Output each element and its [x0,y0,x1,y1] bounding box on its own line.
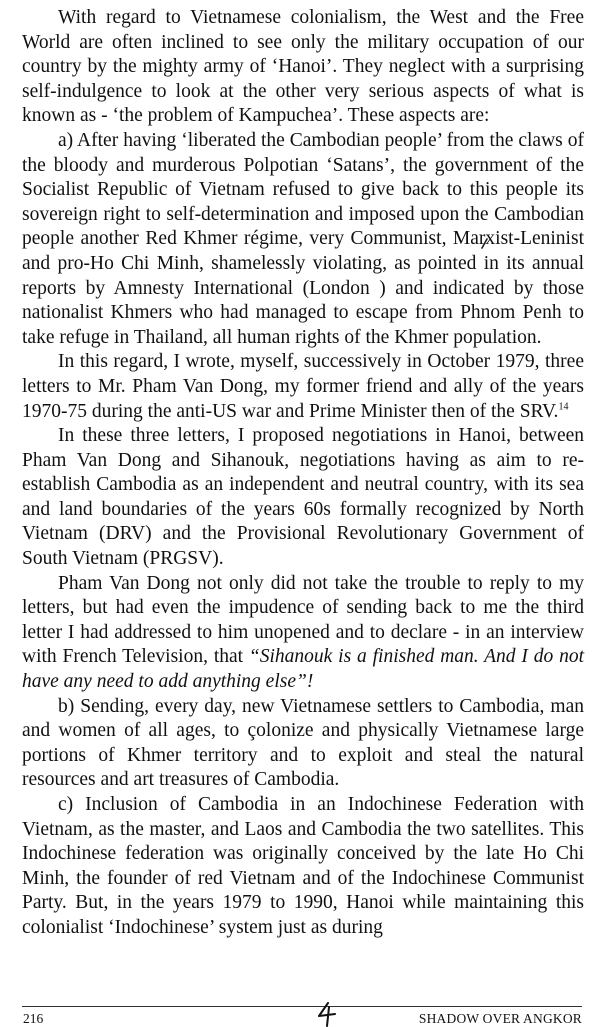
running-title: SHADOW OVER ANGKOR [418,1011,582,1026]
paragraph-negotiations: In these three letters, I proposed negotiations in Hanoi, between Pham Van Dong and Sihanouk, negotiations having as aim to re-establish Cambodia as an independent and neutral country, with its sea and land boundaries of the years 60s formally recognized by North Vietnam (DRV) and the Provisional Revolutionary Government of South Vietnam (PRGSV). [22,425,584,570]
paragraph-point-b: b) Sending, every day, new Vietnamese settlers to Cambodia, man and women of all ages, to çolonize and physically Vietnamese large portions of Khmer territory and to exploit and steal the natural resources and art treasures of Cambodia. [22,695,584,791]
paragraph-letters [22,350,584,424]
handwritten-accent-mark [478,238,490,254]
paragraph-western-view: With regard to Vietnamese colonialism, the West and the Free World are often inclined to see only the military occupation of our country by the mighty army of ‘Hanoi’. They neglect with a surprising self-indulgence to look at the other very serious aspects of what is known as - ‘the problem of Kampuchea’. These aspects are: [22,7,584,127]
handwritten-4-mark [314,1001,338,1027]
quote-finished-man: “Sihanouk is a finished man. And I do not have any need to add anything else”! [22,646,584,693]
paragraph-point-a: a) After having ‘liberated the Cambodian people’ from the claws of the bloody and murderous Polpotian ‘Satans’, the government of the Socialist Republic of Vietnam refused to give back to this people its sovereign right to self-determination and imposed upon the Cambodian people another Red Khmer régime, very Communist, Marxist-Leninist and pro-Ho Chi Minh, shamelessly violating, as pointed in its annual reports by Amnesty International (London ) and indicated by those nationalist Khmers who had managed to escape from Phnom Penh to take refuge in Thailand, all human rights of the Khmer population. [22,129,584,348]
paragraph-letters-text: In this regard, I wrote, myself, successively in October 1979, three letters to Mr. Pham Van Dong, my former friend and ally of the years 1970-75 during the anti-US war and Prime Minister then of the SRV. [22,351,584,422]
paragraph-point-c: c) Inclusion of Cambodia in an Indochinese Federation with Vietnam, as the master, and Laos and Cambodia the two satellites. This Indochinese federation was originally conceived by the late Ho Chi Minh, the founder of red Vietnam and of the Indochinese Communist Party. But, in the years 1979 to 1990, Hanoi while maintaining this colonialist ‘Indochinese’ system just as during [22,794,584,938]
page-number: 216 [23,1011,44,1026]
body-text [22,6,584,941]
paragraph-reply-text: Pham Van Dong not only did not take the trouble to reply to my letters, but had even the impudence of sending back to me the third letter I had addressed to him unopened and to declare - in an interview with French Television, that [22,572,584,668]
footnote-ref: 14 [558,401,569,412]
paragraph-pham-van-dong-reply [22,572,584,695]
footer-rule [22,1006,582,1007]
